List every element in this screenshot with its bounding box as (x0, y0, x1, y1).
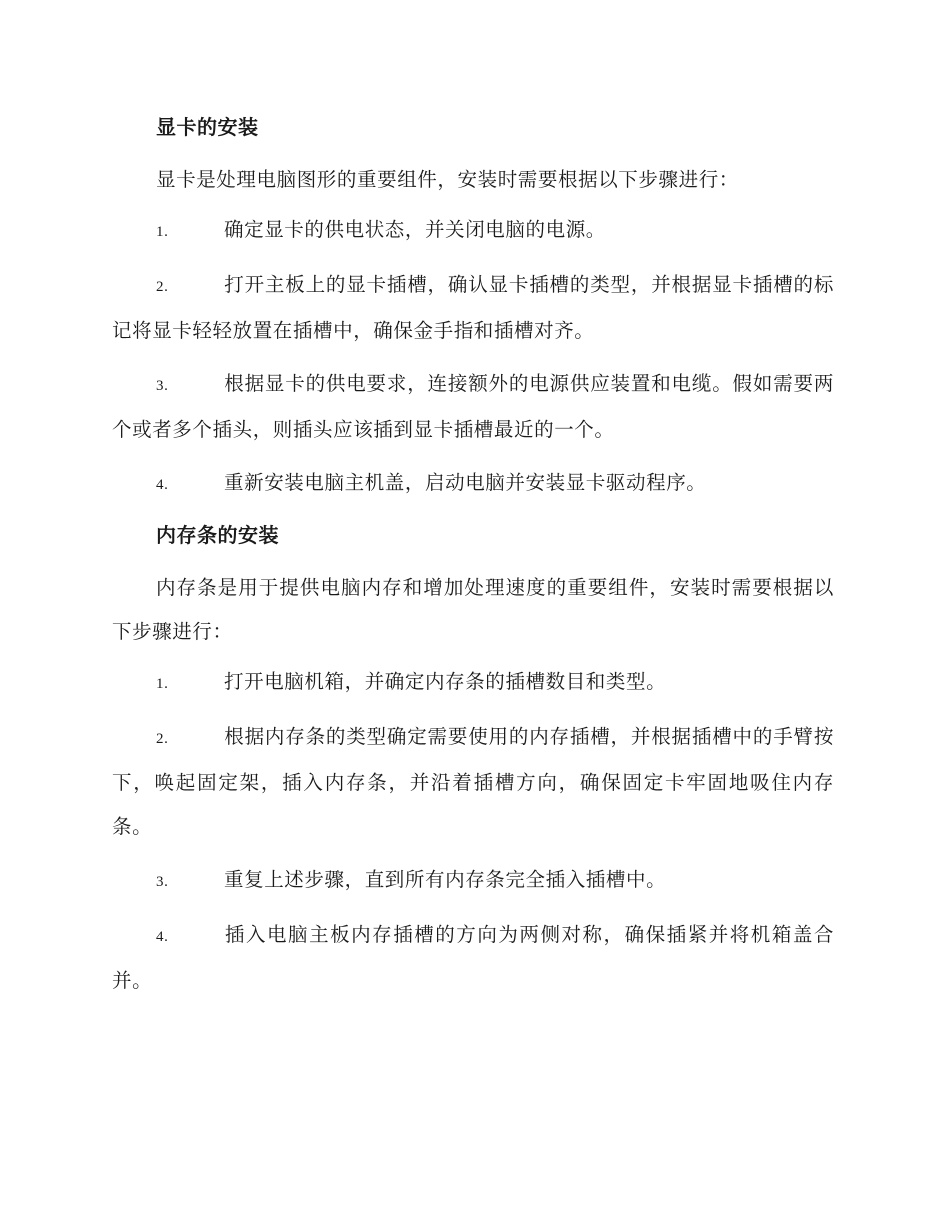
step-text: 重复上述步骤，直到所有内存条完全插入插槽中。 (224, 868, 667, 891)
section-heading: 显卡的安装 (156, 115, 259, 139)
step-text: 打开主板上的显卡插槽，确认显卡插槽的类型，并根据显卡插槽的标记将显卡轻轻放置在插槽中，确保金手指和插槽对齐。 (112, 273, 834, 342)
step-text: 根据内存条的类型确定需要使用的内存插槽，并根据插槽中的手臂按下，唤起固定架，插入内存条，并沿着插槽方向，确保固定卡牢固地吸住内存条。 (112, 725, 834, 838)
step-number: 4. (156, 477, 169, 493)
step-item (112, 660, 834, 706)
step-item (112, 913, 834, 1003)
step-number: 1. (156, 676, 169, 692)
section-heading: 内存条的安装 (156, 523, 279, 547)
step-item (112, 208, 834, 254)
step-item (112, 362, 834, 452)
step-item (112, 715, 834, 849)
section-gpu-install (112, 108, 834, 507)
step-number: 3. (156, 874, 169, 890)
section-intro: 显卡是处理电脑图形的重要组件，安装时需要根据以下步骤进行： (156, 168, 739, 191)
step-item (112, 263, 834, 353)
step-number: 3. (156, 378, 169, 394)
step-text: 根据显卡的供电要求，连接额外的电源供应装置和电缆。假如需要两个或者多个插头，则插头应该插到显卡插槽最近的一个。 (112, 372, 834, 441)
section-ram-install (112, 516, 834, 1003)
section-intro: 内存条是用于提供电脑内存和增加处理速度的重要组件，安装时需要根据以下步骤进行： (112, 576, 834, 643)
step-item (112, 858, 834, 904)
step-number: 4. (156, 929, 169, 945)
step-text: 重新安装电脑主机盖，启动电脑并安装显卡驱动程序。 (224, 471, 707, 494)
step-item (112, 461, 834, 507)
step-text: 打开电脑机箱，并确定内存条的插槽数目和类型。 (224, 670, 667, 693)
step-number: 1. (156, 224, 169, 240)
step-number: 2. (156, 731, 169, 747)
step-text: 确定显卡的供电状态，并关闭电脑的电源。 (224, 218, 606, 241)
step-number: 2. (156, 279, 169, 295)
step-text: 插入电脑主板内存插槽的方向为两侧对称，确保插紧并将机箱盖合并。 (112, 923, 834, 992)
document-content (112, 108, 834, 1012)
